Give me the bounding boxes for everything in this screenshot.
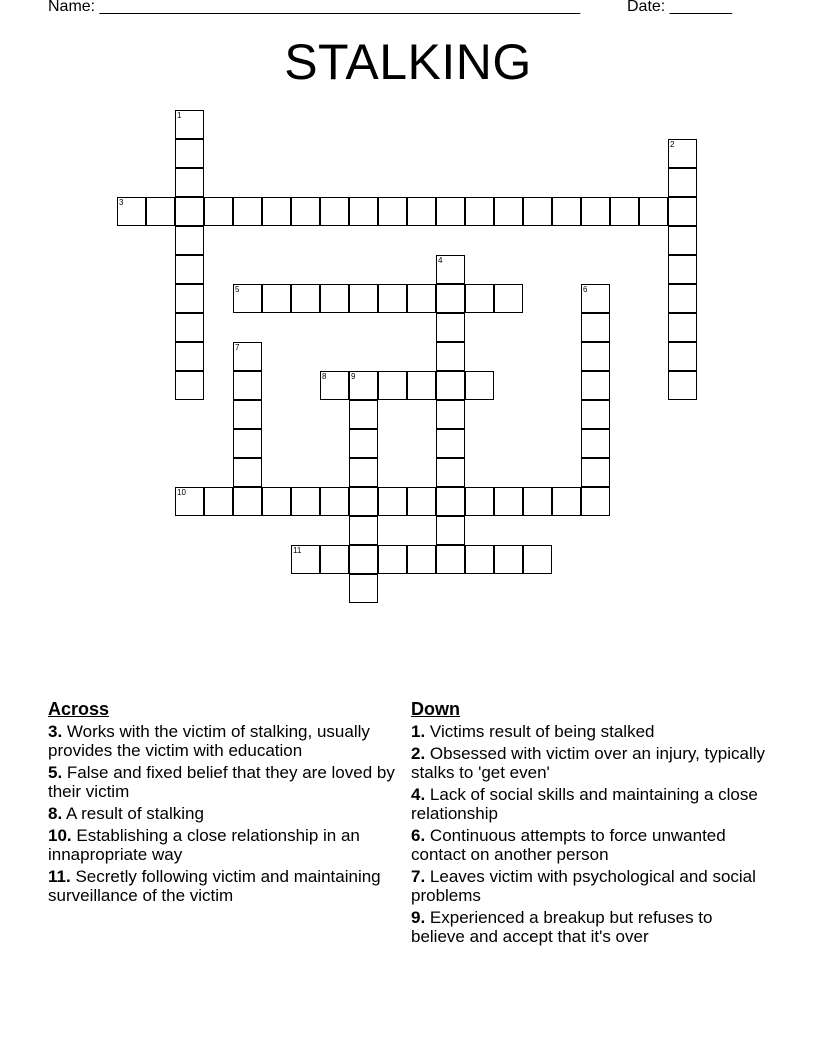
grid-cell[interactable] (378, 487, 407, 516)
grid-cell[interactable] (262, 284, 291, 313)
grid-cell[interactable] (320, 371, 349, 400)
grid-cell[interactable] (175, 226, 204, 255)
across-clue (48, 763, 403, 801)
clue-number: 10. (48, 826, 72, 845)
grid-cell[interactable] (465, 284, 494, 313)
grid-cell[interactable] (175, 110, 204, 139)
clue-text: Leaves victim with psychological and social problems (411, 867, 756, 905)
grid-cell[interactable] (668, 342, 697, 371)
grid-cell[interactable] (204, 197, 233, 226)
grid-cell[interactable] (668, 284, 697, 313)
grid-cell[interactable] (436, 255, 465, 284)
down-clue (411, 785, 766, 823)
grid-cell[interactable] (233, 458, 262, 487)
grid-cell[interactable] (552, 197, 581, 226)
across-clues (48, 700, 403, 908)
down-clue (411, 744, 766, 782)
clue-number-label: 11 (293, 546, 302, 555)
grid-cell[interactable] (204, 487, 233, 516)
grid-cell[interactable] (349, 487, 378, 516)
grid-cell[interactable] (349, 429, 378, 458)
grid-cell[interactable] (349, 197, 378, 226)
down-clue (411, 867, 766, 905)
grid-cell[interactable] (523, 197, 552, 226)
grid-cell[interactable] (494, 197, 523, 226)
grid-cell[interactable] (581, 197, 610, 226)
clue-text: Establishing a close relationship in an innapropriate way (48, 826, 360, 864)
grid-cell[interactable] (639, 197, 668, 226)
grid-cell[interactable] (465, 197, 494, 226)
grid-cell[interactable] (349, 400, 378, 429)
grid-cell[interactable] (668, 255, 697, 284)
grid-cell[interactable] (436, 313, 465, 342)
grid-cell[interactable] (436, 342, 465, 371)
grid-cell[interactable] (436, 197, 465, 226)
grid-cell[interactable] (465, 371, 494, 400)
grid-cell[interactable] (494, 284, 523, 313)
clue-number-label: 1 (177, 111, 182, 120)
down-clue (411, 908, 766, 946)
clue-number: 2. (411, 744, 426, 763)
clue-number-label: 5 (235, 285, 240, 294)
grid-cell[interactable] (378, 371, 407, 400)
grid-cell[interactable] (523, 545, 552, 574)
grid-cell[interactable] (494, 487, 523, 516)
grid-cell[interactable] (233, 429, 262, 458)
grid-cell[interactable] (668, 197, 697, 226)
clue-number: 7. (411, 867, 426, 886)
down-clue (411, 826, 766, 864)
clue-number-label: 4 (438, 256, 443, 265)
grid-cell[interactable] (378, 197, 407, 226)
grid-cell[interactable] (407, 545, 436, 574)
clue-number-label: 6 (583, 285, 588, 294)
grid-cell[interactable] (581, 313, 610, 342)
grid-cell[interactable] (233, 342, 262, 371)
grid-cell[interactable] (581, 400, 610, 429)
grid-cell[interactable] (291, 197, 320, 226)
clue-text: Works with the victim of stalking, usually provides the victim with education (48, 722, 370, 760)
clue-number: 9. (411, 908, 426, 927)
clue-text: Victims result of being stalked (429, 722, 655, 741)
clue-text: Secretly following victim and maintaining surveillance of the victim (48, 867, 381, 905)
grid-cell[interactable] (436, 400, 465, 429)
clue-text: Lack of social skills and maintaining a close relationship (411, 785, 758, 823)
across-clue-list (48, 722, 403, 905)
grid-cell[interactable] (320, 197, 349, 226)
grid-cell[interactable] (378, 545, 407, 574)
grid-cell[interactable] (291, 487, 320, 516)
clue-number: 1. (411, 722, 426, 741)
grid-cell[interactable] (175, 371, 204, 400)
date-field[interactable]: Date: _______ (627, 0, 732, 15)
grid-cell[interactable] (552, 487, 581, 516)
grid-cell[interactable] (349, 516, 378, 545)
grid-cell[interactable] (175, 487, 204, 516)
grid-cell[interactable] (436, 458, 465, 487)
grid-cell[interactable] (581, 429, 610, 458)
across-clue (48, 867, 403, 905)
grid-cell[interactable] (668, 139, 697, 168)
clue-number: 8. (48, 804, 63, 823)
grid-cell[interactable] (436, 545, 465, 574)
clue-number: 6. (411, 826, 426, 845)
across-clue (48, 804, 403, 823)
grid-cell[interactable] (436, 284, 465, 313)
grid-cell[interactable] (262, 487, 291, 516)
grid-cell[interactable] (233, 400, 262, 429)
clue-number: 11. (48, 867, 71, 886)
grid-cell[interactable] (291, 284, 320, 313)
grid-cell[interactable] (146, 197, 175, 226)
grid-cell[interactable] (581, 487, 610, 516)
across-heading: Across (48, 699, 110, 719)
across-clue (48, 722, 403, 760)
grid-cell[interactable] (581, 342, 610, 371)
grid-cell[interactable] (378, 284, 407, 313)
grid-cell[interactable] (175, 313, 204, 342)
grid-cell[interactable] (233, 371, 262, 400)
clue-number-label: 8 (322, 372, 327, 381)
grid-cell[interactable] (349, 458, 378, 487)
grid-cell[interactable] (175, 139, 204, 168)
grid-cell[interactable] (407, 197, 436, 226)
grid-cell[interactable] (668, 371, 697, 400)
grid-cell[interactable] (610, 197, 639, 226)
clue-number-label: 2 (670, 140, 675, 149)
clue-number-label: 7 (235, 343, 240, 352)
grid-cell[interactable] (436, 487, 465, 516)
grid-cell[interactable] (407, 371, 436, 400)
clue-number-label: 10 (177, 488, 186, 497)
clue-text: A result of stalking (65, 804, 204, 823)
grid-cell[interactable] (465, 545, 494, 574)
down-heading: Down (411, 699, 460, 719)
down-clue (411, 722, 766, 741)
grid-cell[interactable] (320, 284, 349, 313)
grid-cell[interactable] (465, 487, 494, 516)
grid-cell[interactable] (320, 545, 349, 574)
down-clues (411, 700, 766, 949)
grid-cell[interactable] (668, 168, 697, 197)
grid-cell[interactable] (320, 487, 349, 516)
grid-cell[interactable] (175, 284, 204, 313)
grid-cell[interactable] (175, 255, 204, 284)
clue-number: 4. (411, 785, 426, 804)
grid-cell[interactable] (117, 197, 146, 226)
grid-cell[interactable] (233, 284, 262, 313)
clue-text: Obsessed with victim over an injury, typically stalks to 'get even' (411, 744, 765, 782)
clue-number-label: 3 (119, 198, 124, 207)
grid-cell[interactable] (436, 429, 465, 458)
name-field[interactable]: Name: ______________________________________________________ (48, 0, 581, 15)
grid-cell[interactable] (523, 487, 552, 516)
grid-cell[interactable] (175, 197, 204, 226)
down-clue-list (411, 722, 766, 946)
across-clue (48, 826, 403, 864)
clue-text: False and fixed belief that they are loved by their victim (48, 763, 395, 801)
grid-cell[interactable] (436, 371, 465, 400)
grid-cell[interactable] (581, 284, 610, 313)
grid-cell[interactable] (175, 342, 204, 371)
grid-cell[interactable] (233, 197, 262, 226)
grid-cell[interactable] (581, 458, 610, 487)
grid-cell[interactable] (668, 226, 697, 255)
grid-cell[interactable] (407, 487, 436, 516)
clue-number: 3. (48, 722, 63, 741)
grid-cell[interactable] (494, 545, 523, 574)
clue-number-label: 9 (351, 372, 356, 381)
grid-cell[interactable] (349, 284, 378, 313)
grid-cell[interactable] (349, 574, 378, 603)
grid-cell[interactable] (262, 197, 291, 226)
grid-cell[interactable] (233, 487, 262, 516)
grid-cell[interactable] (291, 545, 320, 574)
grid-cell[interactable] (668, 313, 697, 342)
clue-text: Continuous attempts to force unwanted contact on another person (411, 826, 726, 864)
clue-number: 5. (48, 763, 63, 782)
grid-cell[interactable] (349, 545, 378, 574)
grid-cell[interactable] (407, 284, 436, 313)
grid-cell[interactable] (581, 371, 610, 400)
grid-cell[interactable] (175, 168, 204, 197)
grid-cell[interactable] (349, 371, 378, 400)
clue-text: Experienced a breakup but refuses to believe and accept that it's over (411, 908, 713, 946)
page-title: STALKING (284, 34, 532, 90)
grid-cell[interactable] (436, 516, 465, 545)
